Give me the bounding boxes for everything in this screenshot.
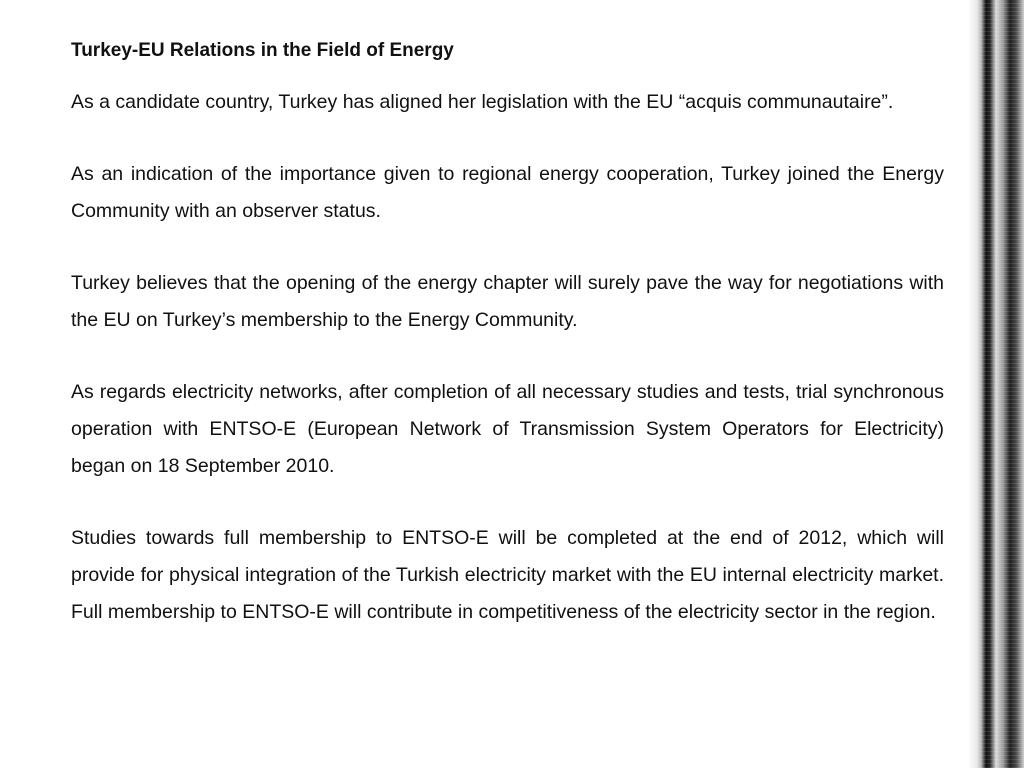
paragraph-candidate-country: As a candidate country, Turkey has aligned her legislation with the EU “acquis communautaire”.	[71, 91, 894, 113]
decorative-side-shadow	[968, 0, 978, 768]
decorative-side-band	[978, 0, 1024, 768]
slide-title: Turkey-EU Relations in the Field of Energy	[71, 40, 454, 61]
slide-content	[71, 36, 944, 631]
paragraph-electricity-networks: As regards electricity networks, after completion of all necessary studies and tests, trial synchronous operation with ENTSO-E (European Network of Transmission System Operators for Electricity) began on 18 September 2010.	[71, 381, 944, 477]
paragraph-energy-community: As an indication of the importance given to regional energy cooperation, Turkey joined the Energy Community with an observer status.	[71, 163, 944, 222]
paragraph-entso-membership: Studies towards full membership to ENTSO-E will be completed at the end of 2012, which will provide for physical integration of the Turkish electricity market with the EU internal electricity market. Full membership to ENTSO-E will contribute in competitiveness of the electricity sector in the region.	[71, 527, 944, 623]
paragraph-energy-chapter: Turkey believes that the opening of the energy chapter will surely pave the way for negotiations with the EU on Turkey’s membership to the Energy Community.	[71, 272, 944, 331]
